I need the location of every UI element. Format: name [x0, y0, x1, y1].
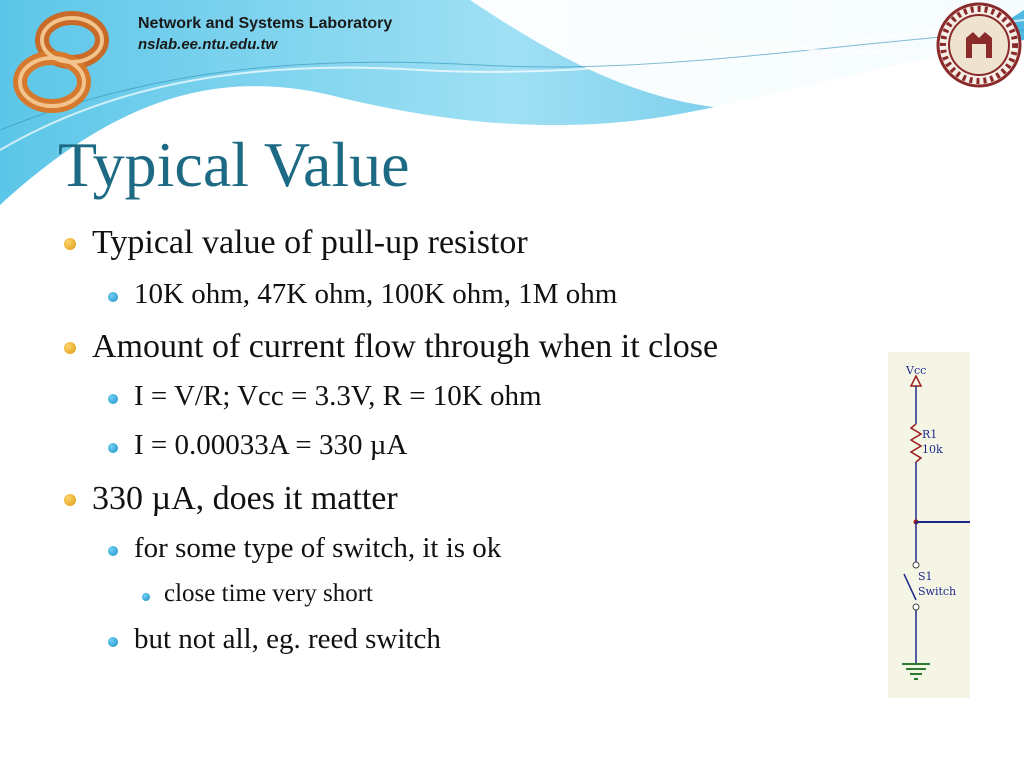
bullet-dot-icon — [108, 637, 118, 647]
switch-name-label: S1 — [918, 570, 933, 583]
slide-title: Typical Value — [58, 129, 410, 200]
lab-url: nslab.ee.ntu.edu.tw — [138, 36, 278, 53]
bullet-dot-icon — [142, 593, 150, 601]
university-seal-logo — [936, 2, 1022, 88]
bullet-item: Amount of current flow through when it close — [92, 328, 719, 365]
bullet-item: for some type of switch, it is ok — [134, 532, 502, 564]
bullet-item: 10K ohm, 47K ohm, 100K ohm, 1M ohm — [134, 278, 618, 310]
lab-logo — [10, 8, 120, 116]
bullet-dot-icon — [108, 394, 118, 404]
pull-up-schematic — [888, 352, 970, 698]
bullet-dot-icon — [64, 342, 76, 354]
bullet-item: close time very short — [164, 580, 373, 607]
vcc-label: Vcc — [906, 364, 927, 377]
lab-name: Network and Systems Laboratory — [138, 15, 393, 32]
bullet-item: but not all, eg. reed switch — [134, 623, 441, 655]
bullet-dot-icon — [108, 292, 118, 302]
schematic-diagram — [888, 352, 970, 698]
bullet-item: 330 µA, does it matter — [92, 480, 398, 517]
bullet-dot-icon — [64, 494, 76, 506]
bullet-item: I = V/R; Vcc = 3.3V, R = 10K ohm — [134, 380, 542, 412]
bullet-item: I = 0.00033A = 330 µA — [134, 429, 408, 461]
bullet-item: Typical value of pull-up resistor — [92, 224, 528, 261]
resistor-name-label: R1 — [922, 428, 938, 441]
switch-label: Switch — [918, 585, 957, 598]
bullet-dot-icon — [108, 443, 118, 453]
bullet-dot-icon — [64, 238, 76, 250]
bullet-dot-icon — [108, 546, 118, 556]
resistor-value-label: 10k — [922, 443, 943, 456]
